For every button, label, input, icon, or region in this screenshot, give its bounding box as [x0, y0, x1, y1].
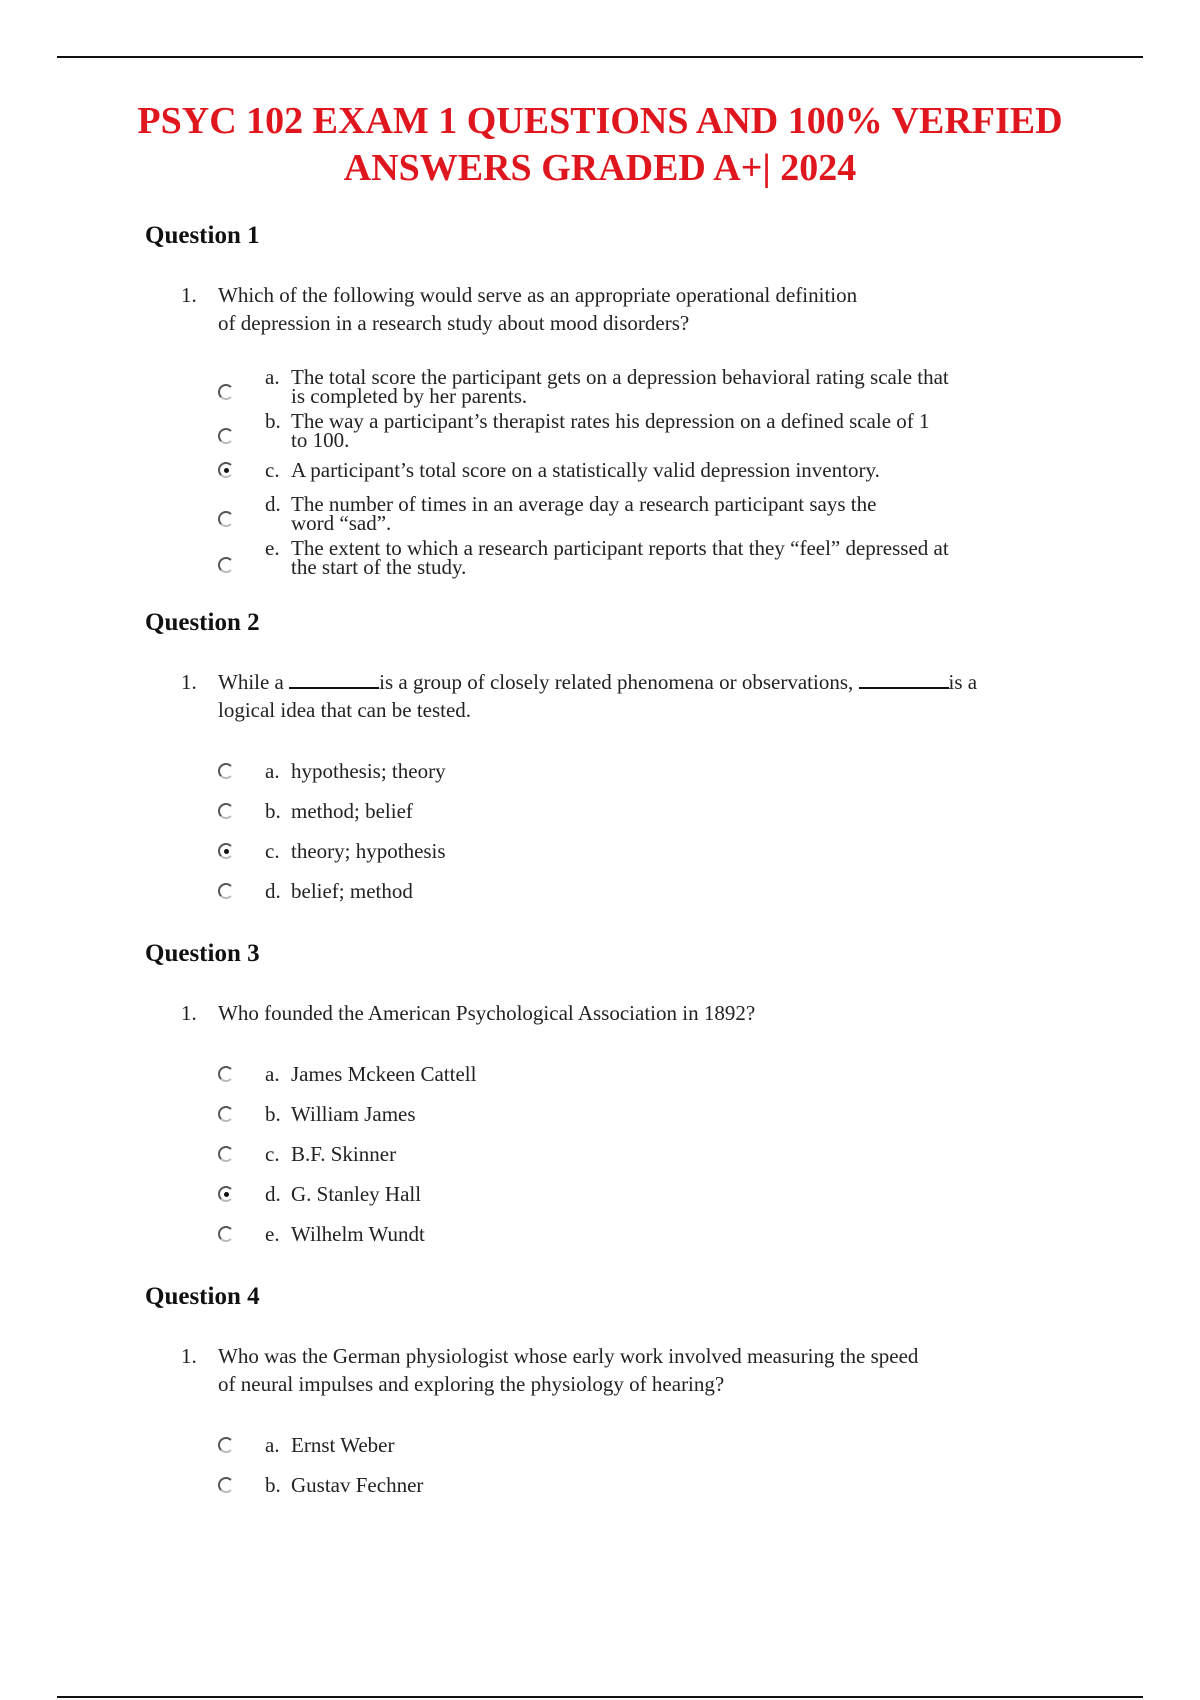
option-3e[interactable]: e. Wilhelm Wundt	[218, 1222, 1098, 1262]
radio-button[interactable]	[218, 883, 234, 899]
option-1c[interactable]: c. A participant’s total score on a statistically valid depression inventory.	[218, 458, 1098, 498]
option-1b[interactable]: b. The way a participant’s therapist rates his depression on a defined scale of 1 to 100.	[218, 408, 1098, 448]
radio-button[interactable]	[218, 1066, 234, 1082]
radio-button-selected[interactable]	[218, 843, 234, 859]
title-line-2: ANSWERS GRADED A+| 2024	[343, 147, 857, 189]
option-4a[interactable]: a. Ernst Weber	[218, 1433, 1098, 1473]
fill-in-blank	[289, 669, 379, 689]
option-1e[interactable]: e. The extent to which a research participant reports that they “feel” depressed at the start of the study.	[218, 535, 1098, 575]
option-1d[interactable]: d. The number of times in an average day a research participant says the word “sad”.	[218, 491, 1098, 531]
document-title	[0, 98, 1200, 192]
question-number: 1.	[181, 283, 197, 307]
option-2c[interactable]: c. theory; hypothesis	[218, 839, 1098, 879]
radio-button[interactable]	[218, 1437, 234, 1453]
radio-button-selected[interactable]	[218, 462, 234, 478]
radio-button[interactable]	[218, 1146, 234, 1162]
question-number: 1.	[181, 670, 197, 694]
option-3d[interactable]: d. G. Stanley Hall	[218, 1182, 1098, 1222]
radio-button[interactable]	[218, 763, 234, 779]
option-3b[interactable]: b. William James	[218, 1102, 1098, 1142]
option-3c[interactable]: c. B.F. Skinner	[218, 1142, 1098, 1182]
option-2d[interactable]: d. belief; method	[218, 879, 1098, 919]
question-1-heading: Question 1	[145, 222, 260, 249]
question-3-heading: Question 3	[145, 940, 260, 967]
fill-in-blank	[859, 669, 949, 689]
radio-button[interactable]	[218, 511, 234, 527]
option-1a[interactable]: a. The total score the participant gets on a depression behavioral rating scale that is completed by her parents.	[218, 364, 1098, 404]
question-number: 1.	[181, 1001, 197, 1025]
radio-button-selected[interactable]	[218, 1186, 234, 1202]
question-2-heading: Question 2	[145, 609, 260, 636]
option-2b[interactable]: b. method; belief	[218, 799, 1098, 839]
radio-button[interactable]	[218, 1477, 234, 1493]
radio-button[interactable]	[218, 1106, 234, 1122]
stem-line: Who founded the American Psychological Association in 1892?	[218, 1001, 756, 1025]
question-4-heading: Question 4	[145, 1283, 260, 1310]
title-line-1: PSYC 102 EXAM 1 QUESTIONS AND 100% VERFIED	[137, 100, 1063, 142]
radio-button[interactable]	[218, 384, 234, 400]
top-rule	[57, 56, 1143, 58]
radio-button[interactable]	[218, 803, 234, 819]
stem-line: logical idea that can be tested.	[218, 698, 472, 722]
stem-line: of neural impulses and exploring the physiology of hearing?	[218, 1372, 725, 1396]
question-number: 1.	[181, 1344, 197, 1368]
radio-button[interactable]	[218, 557, 234, 573]
option-4b[interactable]: b. Gustav Fechner	[218, 1473, 1098, 1513]
bottom-rule	[57, 1696, 1143, 1698]
stem-line: Which of the following would serve as an appropriate operational definition	[218, 283, 858, 307]
stem-line: Who was the German physiologist whose early work involved measuring the speed	[218, 1344, 919, 1368]
radio-button[interactable]	[218, 1226, 234, 1242]
option-3a[interactable]: a. James Mckeen Cattell	[218, 1062, 1098, 1102]
stem-line: of depression in a research study about mood disorders?	[218, 311, 690, 335]
radio-button[interactable]	[218, 428, 234, 444]
option-2a[interactable]: a. hypothesis; theory	[218, 759, 1098, 799]
